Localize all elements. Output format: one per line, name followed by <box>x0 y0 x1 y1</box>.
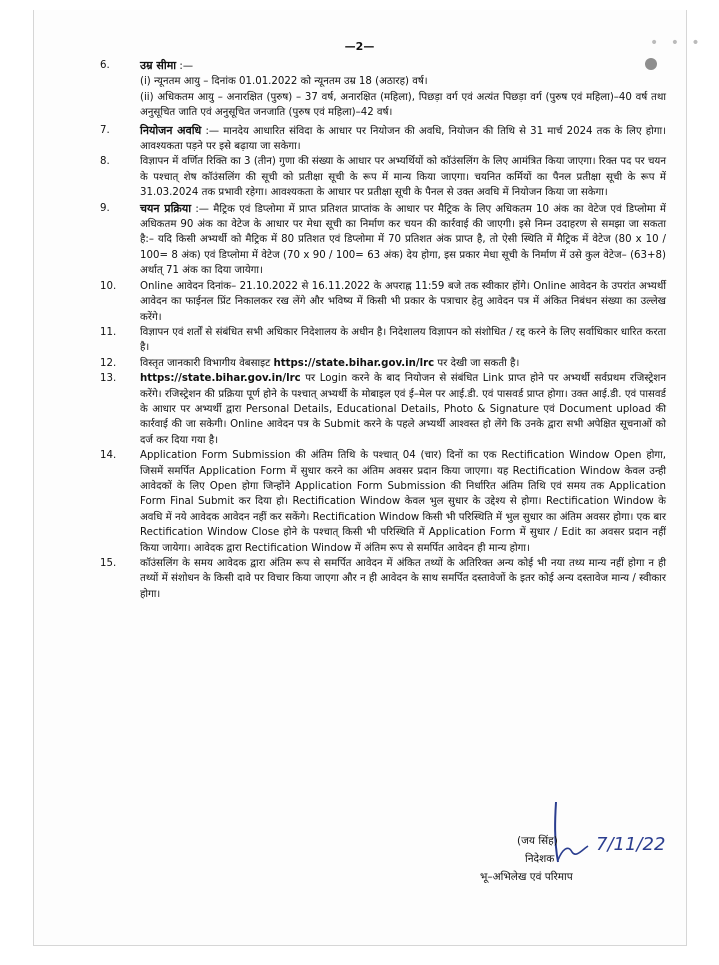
section-number: 10. <box>100 280 117 292</box>
signatory-title: निदेशक <box>525 853 555 865</box>
website-link[interactable]: https://state.bihar.gov.in/lrc <box>140 373 301 385</box>
section-number: 12. <box>100 357 117 369</box>
section-10 <box>100 279 666 325</box>
section-number: 14. <box>100 450 117 462</box>
section-13 <box>100 371 666 448</box>
section-number: 6. <box>100 60 110 71</box>
signatory-office: भू–अभिलेख एवं परिमाप <box>480 871 573 883</box>
section-text: :— मानदेय आधारित संविदा के आधार पर नियोजन की अवधि, नियोजन की तिथि से 31 मार्च 2024 तक के लिए होगा। आवश्यकता पड़ने पर इसे बढ़ाया जा सकेगा। <box>140 125 666 153</box>
section-number: 7. <box>100 124 110 136</box>
section-heading: उम्र सीमा <box>140 59 177 72</box>
section-number: 8. <box>100 156 110 168</box>
section-number: 13. <box>100 373 117 385</box>
section-text-tail: पर Login करने के बाद नियोजन से संबंधित Link प्राप्त होने पर अभ्यर्थी सर्वप्रथम रजिस्ट्रेशन करेंगे। रजिस्ट्रेशन की प्रक्रिया पूर्ण होने के पश्चात् अभ्यर्थी के मोबाइल एवं ई–मेल पर आई.डी. एवं पासवर्ड प्राप्त होगा। उक्त आई.डी. एवं पासवर्ड के आधार पर अभ्यर्थी द्वारा Personal Details, Educational Details, Photo & Signature एवं Document upload की कार्रवाई की जा सकेगी। Online आवेदन पत्र के Submit करने के पहले अभ्यर्थी आश्वस्त हो लेंगे कि उनके द्वारा सभी अपेक्षित सूचनाओं को दर्ज कर दिया गया है। <box>140 373 666 446</box>
section-9 <box>100 201 666 279</box>
section-11 <box>100 325 666 356</box>
section-12 <box>100 356 666 371</box>
section-text: कॉउंसलिंग के समय आवेदक द्वारा अंतिम रूप से समर्पित आवेदन में अंकित तथ्यों के अतिरिक्त अन्य कोई भी नया तथ्य मान्य नहीं होगा न ही तथ्यों में संशोधन के किसी दावे पर विचार किया जाएगा और न ही आवेदन के साथ समर्पित दस्तावेजों के इतर कोई अन्य दस्तावेज मान्य / स्वीकार होगा। <box>140 558 666 600</box>
more-options-icon[interactable]: • • • <box>650 35 704 51</box>
signature-date: 7/11/22 <box>596 834 666 855</box>
section-text: विस्तृत जानकारी विभागीय वेबसाइट <box>140 357 274 369</box>
section-text: विज्ञापन एवं शर्तों से संबंधित सभी अधिकार निदेशालय के अधीन है। निदेशालय विज्ञापन को संशोधित / रद्द करने के लिए सर्वाधिकार धारित करता है। <box>140 326 666 354</box>
section-text: Online आवेदन दिनांक– 21.10.2022 से 16.11.2022 के अपराह्न 11:59 बजे तक स्वीकार होंगे। Online आवेदन के उपरांत अभ्यर्थी आवेदन का फाईनल प्रिंट निकालकर रख लेंगे और भविष्य में किसी भी प्रकार के पत्राचार हेतु आवेदन पत्र में अंकित निबंधन संख्या का उल्लेख करेंगे। <box>140 280 666 323</box>
section-text: :— <box>176 61 194 72</box>
section-14 <box>100 448 666 556</box>
section-number: 11. <box>100 326 117 338</box>
section-number: 9. <box>100 202 110 214</box>
document-body <box>100 58 666 602</box>
section-number: 15. <box>100 558 117 569</box>
section-text: :— मैट्रिक एवं डिप्लोमा में प्राप्त प्रतिशत प्राप्तांक के आधार पर मैट्रिक के लिए अधिकतम 10 अंक का वेटेज एवं डिप्लोमा में अधिकतम 90 अंक का वेटेज के आधार पर मेधा सूची का निर्माण कर चयन की कार्रवाई की जाएगी। इसे निम्न उदाहरण से समझा जा सकता है:– यदि किसी अभ्यर्थी को मैट्रिक में 80 प्रतिशत एवं डिप्लोमा में 70 प्रतिशत अंक प्राप्त है, तो ऐसी स्थिति में मैट्रिक में वेटेज (80 x 10 / 100= 8 अंक) एवं डिप्लोमा में वेटेज (70 x 90 / 100= 63 अंक) देय होगा, इस प्रकार मेधा सूची के निर्माण में उसे कुल वेटेज– (63+8) अर्थात् 71 अंक का दिया जायेगा। <box>140 203 667 277</box>
section-6 <box>100 58 666 74</box>
section-text-tail: पर देखी जा सकती है। <box>434 357 520 369</box>
section-7 <box>100 123 666 155</box>
section-heading: नियोजन अवधि <box>140 123 202 137</box>
section-text: विज्ञापन में वर्णित रिक्ति का 3 (तीन) गुणा की संख्या के आधार पर अभ्यर्थियों को कॉउंसलिंग के लिए आमंत्रित किया जाएगा। रिक्त पद पर चयन के पश्चात् शेष कॉउंसलिंग की सूची को प्रतीक्षा सूची के रूप में मान्य किया जाएगा। चयनित कर्मियों का पैनल प्रतीक्षा सूची के रूप में 31.03.2024 तक प्रभावी रहेगा। आवश्यकता के आधार पर प्रतीक्षा सूची के पैनल से उक्त अवधि में नियोजन किया जा सकेगा। <box>140 156 666 199</box>
max-age-text: (ii) अधिकतम आयु – अनारक्षित (पुरुष) – 37 वर्ष, अनारक्षित (महिला), पिछड़ा वर्ग एवं अत्यंत पिछड़ा वर्ग (पुरुष एवं महिला)–40 वर्ष तथा अनुसूचित जाति एवं अनुसूचित जनजाति (पुरुष एवं महिला)–42 वर्ष। <box>140 91 666 119</box>
section-text: Application Form Submission की अंतिम तिथि के पश्चात् 04 (चार) दिनों का एक Rectification Window Open होगा, जिसमें समर्पित Application Form में सुधार करने का अंतिम अवसर प्रदान किया जाएगा। यह Rectification Window केवल उन्ही आवेदकों के लिए Open होगा जिन्होंने Application Form Submission की निर्धारित अंतिम तिथि एवं समय तक Application Form Final Submit कर दिया हो। Rectification Window केवल भुल सुधार के उद्देश्य से होगा। Rectification Window के अवधि में नये आवेदक आवेदन नहीं कर सकेंगे। Rectification Window किसी भी परिस्थिति में भुल सुधार का अंतिम अवसर होगा। एक बार Rectification Window Close होने के पश्चात् किसी भी परिस्थिति में Application Form में सुधार / Edit का अवसर प्रदान नहीं किया जायेगा। आवेदक द्वारा Rectification Window में अंतिम रूप से समर्पित आवेदन ही मान्य होगा। <box>140 450 666 554</box>
min-age-text: (i) न्यूनतम आयु – दिनांक 01.01.2022 को न्यूनतम उम्र 18 (अठारह) वर्ष। <box>140 76 428 88</box>
section-8 <box>100 154 666 200</box>
signatory-name: (जय सिंह) <box>517 835 558 847</box>
section-15 <box>100 556 666 602</box>
section-heading: चयन प्रक्रिया <box>140 201 192 215</box>
page-number: —2— <box>344 40 375 53</box>
website-link[interactable]: https://state.bihar.gov.in/lrc <box>273 357 435 369</box>
